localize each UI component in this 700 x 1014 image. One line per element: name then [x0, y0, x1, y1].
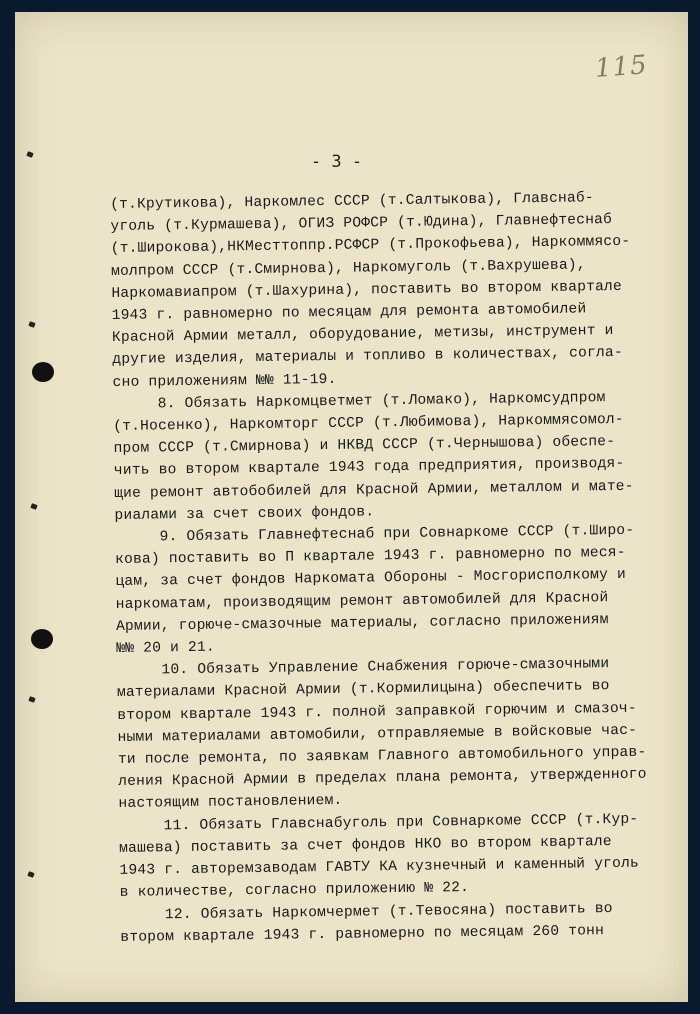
- punch-hole: [31, 629, 53, 649]
- text-line: 10. Обязать Управление Снабжения горюче-смазочными: [116, 656, 610, 680]
- text-line: пром СССР (т.Смирнова) и НКВД СССР (т.Чернышова) обеспе-: [113, 434, 616, 458]
- text-line: Армии, горюче-смазочные материалы, согласно приложениям: [115, 611, 609, 635]
- text-line: 9. Обязать Главнефтеснаб при Совнаркоме СССР (т.Широ-: [114, 522, 635, 547]
- text-line: наркоматам, производящим ремонт автомобилей для Красной: [115, 589, 609, 613]
- text-line: (т.Носенко), Наркомторг СССР (т.Любимова), Наркоммясомол-: [113, 411, 624, 436]
- margin-mark: [30, 503, 37, 510]
- text-line: машева) поставить за счет фондов НКО во втором квартале: [119, 833, 612, 857]
- text-line: щие ремонт автобобилей для Красной Армии, металлом и мате-: [114, 478, 634, 502]
- text-line: №№ 20 и 21.: [116, 639, 216, 658]
- margin-mark: [28, 696, 35, 703]
- text-line: риалами за счет своих фондов.: [114, 504, 375, 524]
- margin-mark: [28, 321, 35, 328]
- text-line: цам, за счет фондов Наркомата Обороны - Мосгорисполкому и: [115, 567, 627, 591]
- text-line: 1943 г. равномерно по месяцам для ремонта автомобилей: [111, 301, 587, 325]
- document-page: [15, 12, 688, 1002]
- text-line: ти после ремонта, по заявкам Главного автомобильного управ-: [117, 744, 647, 769]
- text-line: ления Красной Армии в пределах плана ремонта, утвержденного: [118, 766, 647, 791]
- text-line: втором квартале 1943 г. равномерно по месяцам 260 тонн: [120, 922, 605, 946]
- text-line: материалами Красной Армии (т.Кормилицына) обеспечить во: [116, 678, 610, 702]
- page-number: - 3 -: [310, 152, 363, 172]
- text-line: сно приложениям №№ 11-19.: [112, 371, 337, 391]
- text-line: (т.Крутикова), Наркомлес СССР (т.Салтыкова), Главснаб-: [110, 190, 594, 213]
- punch-hole: [32, 362, 54, 382]
- text-line: ными материалами автомобили, отправляемые в войсковые час-: [117, 722, 638, 746]
- text-line: настоящим постановлением.: [118, 793, 343, 813]
- text-line: кова) поставить во П квартале 1943 г. равномерно по меся-: [115, 545, 626, 569]
- document-body: [110, 186, 688, 949]
- text-line: 1943 г. авторемзаводам ГАВТУ КА кузнечный и каменный уголь: [119, 855, 640, 880]
- archive-page-number: 115: [594, 50, 649, 84]
- text-line: втором квартале 1943 г. полной заправкой горючим и смазоч-: [117, 700, 637, 724]
- text-line: молпром СССР (т.Смирнова), Наркомуголь (т.Вахрушева),: [110, 256, 586, 280]
- text-line: 8. Обязать Наркомцветмет (т.Ломако), Наркомсудпром: [112, 389, 606, 413]
- text-line: в количестве, согласно приложению № 22.: [119, 880, 470, 902]
- text-line: чить во втором квартале 1943 года предприятия, производя-: [113, 456, 625, 480]
- text-line: Наркомавиапром (т.Шахурина), поставить во втором квартале: [111, 278, 623, 302]
- text-line: уголь (т.Курмашева), ОГИЗ РОФСР (т.Юдина), Главнефтеснаб: [110, 212, 613, 236]
- text-line: Красной Армии металл, оборудование, метизы, инструмент и: [111, 323, 614, 347]
- text-line: 11. Обязать Главснабуголь при Совнаркоме СССР (т.Кур-: [118, 811, 639, 835]
- text-line: (т.Широкова),НКМесттоппр.РСФСР (т.Прокофьева), Наркоммясо-: [110, 234, 631, 258]
- text-line: 12. Обязать Наркомчермет (т.Тевосяна) поставить во: [119, 900, 613, 924]
- text-line: другие изделия, материалы и топливо в количествах, согла-: [112, 345, 623, 369]
- margin-mark: [27, 871, 34, 878]
